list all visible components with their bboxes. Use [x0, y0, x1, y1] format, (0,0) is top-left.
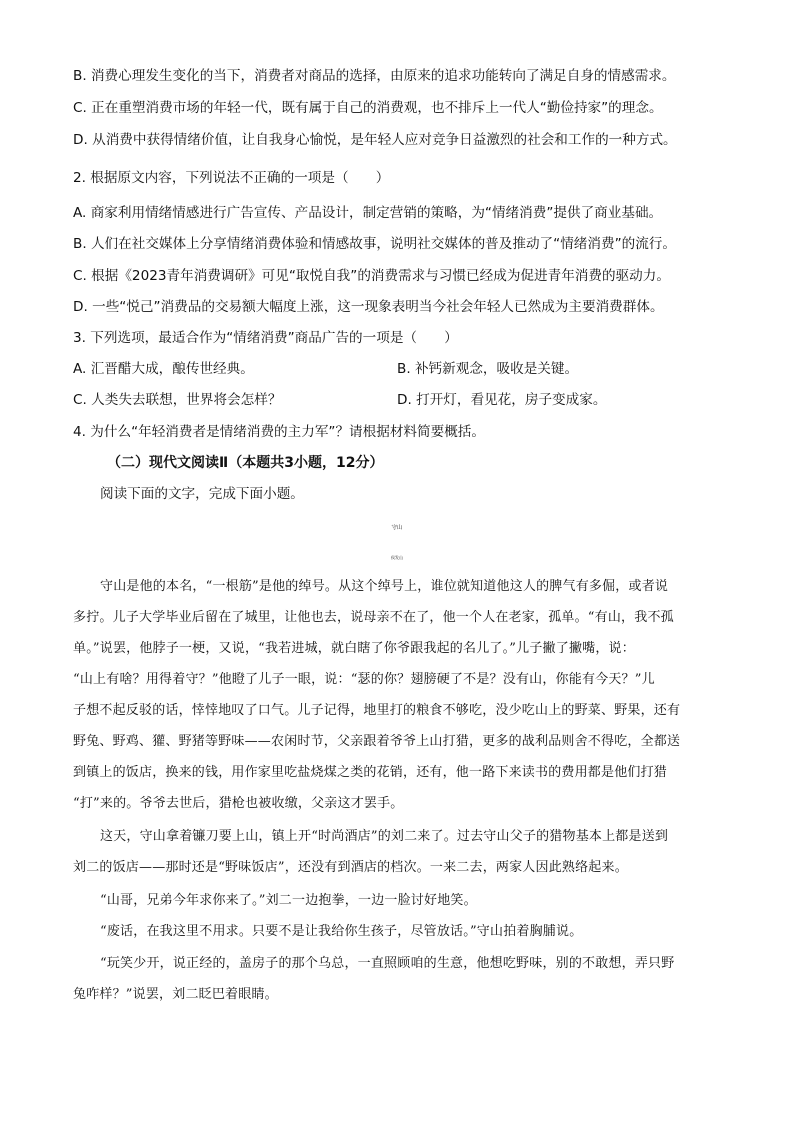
q2-stem: 2. 根据原文内容，下列说法不正确的一项是（ ）: [73, 170, 390, 186]
story-line: 单。”说罢，他脖子一梗，又说，“我若进城，就白瞎了你爷跟我起的名儿了。”儿子撇了撇嘴，说：: [73, 641, 635, 656]
story-line: “废话，在我这里不用求。只要不是让我给你生孩子，尽管放话。”守山拍着胸脯说。: [100, 924, 583, 939]
q3-option-d: D. 打开灯，看见花，房子变成家。: [397, 392, 607, 408]
q4-stem: 4. 为什么“年轻消费者是情绪消费的主力军”？请根据材料简要概括。: [73, 424, 485, 440]
q1-option-b: B. 消费心理发生变化的当下，消费者对商品的选择，由原来的追求功能转向了满足自身的情感需求。: [73, 68, 676, 84]
story-line: “打”来的。爷爷去世后，猎枪也被收缴，父亲这才罢手。: [73, 796, 404, 811]
story-line: “山上有啥？用得着守？”他瞪了儿子一眼，说：“瑟的你？翅膀硬了不是？没有山，你能有今天？”儿: [73, 672, 655, 687]
story-line: 野兔、野鸡、獾、野猪等野味——农闲时节，父亲跟着爷爷上山打猎，更多的战利品则舍不得吃，全都送: [73, 734, 681, 749]
q1-option-c: C. 正在重塑消费市场的年轻一代，既有属于自己的消费观，也不排斥上一代人“勤俭持家”的理念。: [73, 100, 663, 116]
q2-option-a: A. 商家利用情绪情感进行广告宣传、产品设计，制定营销的策略，为“情绪消费”提供了商业基础。: [73, 205, 663, 221]
story-line: “玩笑少开，说正经的，盖房子的那个乌总，一直照顾咱的生意，他想吃野味，别的不敢想，弄只野: [100, 956, 675, 971]
story-author: 侯发山: [391, 555, 403, 560]
q3-stem: 3. 下列选项，最适合作为“情绪消费”商品广告的一项是（ ）: [73, 330, 458, 346]
story-title: 守山: [391, 525, 403, 531]
story-line: 这天，守山拿着镰刀要上山，镇上开“时尚酒店”的刘二来了。过去守山父子的猎物基本上都是送到: [100, 829, 669, 844]
q2-option-d: D. 一些“悦己”消费品的交易额大幅度上涨，这一现象表明当今社会年轻人已然成为主要消费群体。: [73, 299, 664, 315]
q3-option-c: C. 人类失去联想，世界将会怎样？: [73, 392, 282, 408]
section-instruction: 阅读下面的文字，完成下面小题。: [100, 486, 304, 502]
story-line: 子想不起反驳的话，悻悻地叹了口气。儿子记得，地里打的粮食不够吃，没少吃山上的野菜、野果，还有: [73, 703, 681, 718]
story-line: 多拧。儿子大学毕业后留在了城里，让他也去，说母亲不在了，他一个人在老家，孤单。“有山，我不孤: [73, 610, 674, 625]
q3-option-b: B. 补钙新观念，吸收是关键。: [397, 361, 579, 377]
story-line: 兔咋样？”说罢，刘二眨巴着眼睛。: [73, 987, 278, 1002]
story-line: “山哥，兄弟今年求你来了。”刘二一边抱拳，一边一脸讨好地笑。: [100, 893, 477, 908]
q3-option-a: A. 汇晋醋大成，酿传世经典。: [73, 361, 254, 377]
q2-option-c: C. 根据《2023青年消费调研》可见“取悦自我”的消费需求与习惯已经成为促进青年消费的驱动力。: [73, 268, 670, 284]
story-line: 守山是他的本名，“一根筋”是他的绰号。从这个绰号上，谁位就知道他这人的脾气有多倔，或者说: [100, 579, 669, 594]
story-line: 刘二的饭店——那时还是“野味饭店”，还没有到酒店的档次。一来二去，两家人因此熟络起来。: [73, 860, 628, 875]
q2-option-b: B. 人们在社交媒体上分享情绪消费体验和情感故事，说明社交媒体的普及推动了“情绪消费”的流行。: [73, 236, 676, 252]
section-heading: （二）现代文阅读Ⅱ（本题共3小题，12分）: [107, 455, 384, 471]
q1-option-d: D. 从消费中获得情绪价值，让自我身心愉悦，是年轻人应对竞争日益激烈的社会和工作的一种方式。: [73, 132, 677, 148]
story-line: 到镇上的饭店，换来的钱，用作家里吃盐烧煤之类的花销，还有，他一路下来读书的费用都是他们打猎: [73, 765, 668, 780]
